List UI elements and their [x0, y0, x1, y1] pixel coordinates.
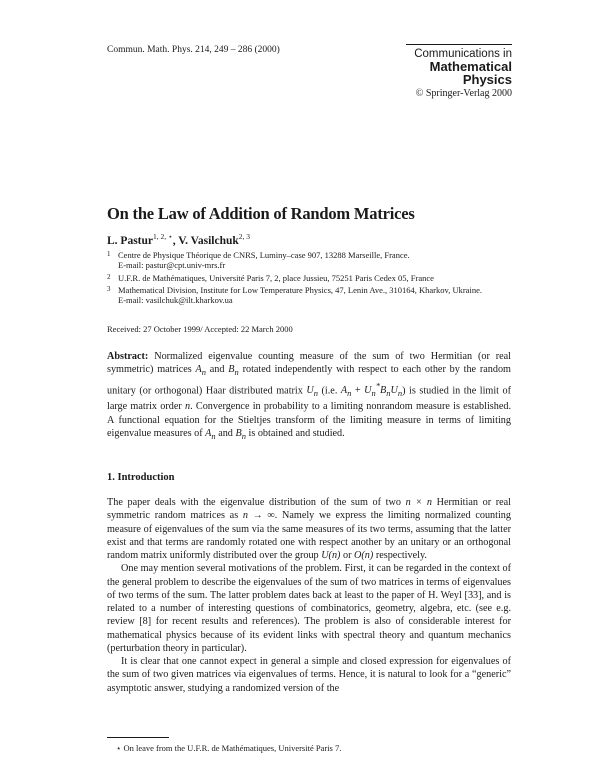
math-a-n: $A_n$: [205, 427, 216, 441]
affiliation-3: [107, 285, 517, 306]
abstract-text: (i.e.: [318, 385, 341, 397]
affiliation-2: [107, 273, 517, 283]
author-1: L. Pastur: [107, 235, 153, 247]
affiliation-1: [107, 250, 517, 271]
affiliation-email: E-mail: vasilchuk@ilt.kharkov.ua: [118, 295, 233, 306]
abstract-label: Abstract:: [107, 351, 149, 362]
footnote-mark: ⋆: [116, 743, 122, 753]
paper-title: On the Law of Addition of Random Matrices: [107, 204, 415, 223]
abstract-text: rotated independently with respect to each other by the random unitary (or orthogonal) Haar distributed matrix: [107, 364, 511, 397]
affiliation-line: Centre de Physique Théorique de CNRS, Luminy–case 907, 13288 Marseille, France.: [118, 250, 410, 260]
brand-line-2: Mathematical: [429, 59, 512, 74]
brand-line-1: Communications in: [414, 48, 512, 60]
math-b-n: $B_n$: [235, 427, 246, 441]
math-n-to-infinity: n → ∞: [242, 510, 275, 522]
author-1-marks: 1, 2, ⋆: [153, 232, 173, 241]
abstract-text: . Convergence in probability to a limiting nonrandom measure is established. A functional equation for the Stieltjes transform of the limiting measure in terms of limiting eigenvalue measures of: [107, 401, 511, 439]
abstract: [107, 350, 511, 443]
author-separator: ,: [172, 235, 179, 247]
affiliation-line: U.F.R. de Mathématiques, Université Paris 7, 2, place Jussieu, 75251 Paris Cedex 05, France: [118, 272, 434, 283]
math-orthogonal-group: O(n): [354, 550, 374, 561]
abstract-text: ) is studied in the limit of large matrix order: [107, 385, 511, 413]
math-unitary-group: U(n): [321, 550, 341, 561]
abstract-text: is obtained and studied.: [245, 427, 345, 439]
math-n: n: [185, 401, 191, 413]
affiliations: [107, 250, 517, 307]
body-paragraph-3: It is clear that one cannot expect in general a simple and closed expression for eigenvalues of the sum of two given matrices via eigenvalues of terms. Hence, it is natural to look for a “generic” asymptotic answer, studying a randomized version of the: [107, 656, 511, 694]
affiliation-number: 1: [107, 250, 111, 258]
author-2: V. Vasilchuk: [178, 235, 239, 247]
brand-rule: [406, 44, 512, 45]
abstract-text: and: [205, 364, 229, 376]
author-2-marks: 2, 3: [238, 232, 251, 241]
math-b-n: $B_n$: [228, 364, 239, 378]
received-dates: Received: 27 October 1999/ Accepted: 22 March 2000: [107, 324, 293, 334]
footnote-rule: [107, 737, 169, 738]
body-text: [107, 496, 511, 695]
footnote-text: On leave from the U.F.R. de Mathématiques, Université Paris 7.: [121, 743, 342, 753]
affiliation-number: 3: [107, 284, 111, 293]
footnote: [116, 743, 341, 754]
math-sum-expression: $A_n + U_n^*B_nU_n$: [340, 380, 403, 399]
section-heading: 1. Introduction: [107, 472, 175, 483]
journal-brand: [406, 44, 512, 99]
affiliation-number: 2: [107, 272, 111, 281]
abstract-paragraph: [107, 350, 511, 443]
body-paragraph-1: The paper deals with the eigenvalue distribution of the sum of two n × n Hermitian or real symmetric random matrices as n → ∞. Namely we express the limiting normalized counting measure of eigenvalues of the sum via the same measures of its two terms, assuming that the latter exist and that terms are randomly rotated one with respect another by an unitary or an orthogonal random matrix uniformly distributed over the group U(n) or O(n) respectively.: [107, 497, 512, 561]
authors: [107, 232, 250, 247]
math-n-by-n: n × n: [405, 497, 432, 508]
brand-line-3: Physics: [462, 72, 512, 87]
copyright: © Springer-Verlag 2000: [415, 88, 512, 99]
math-u-n: $U_n$: [306, 385, 318, 399]
abstract-text: Normalized eigenvalue counting measure of the sum of two Hermitian (or real symmetric) matrices: [107, 351, 511, 376]
affiliation-line: Mathematical Division, Institute for Low Temperature Physics, 47, Lenin Ave., 310164, Kharkov, Ukraine.: [118, 284, 482, 295]
affiliation-email: E-mail: pastur@cpt.univ-mrs.fr: [118, 260, 226, 271]
abstract-text: and: [215, 427, 236, 439]
math-a-n: $A_n$: [195, 364, 206, 378]
body-paragraph-2: One may mention several motivations of the problem. First, it can be regarded in the context of the general problem to describe the eigenvalues of the sum of two matrices in terms of eigenvalues of two terms of the sum. The latter problem dates back at least to the paper of H. Weyl [33], and is related to a number of interesting questions of combinatorics, geometry, algebra, etc. (see e.g. review [8] for recent results and references). The problem is also of considerable interest for mathematical physics because of its evident links with spectral theory and quantum mechanics (perturbation theory in particular).: [107, 563, 511, 654]
journal-reference: Commun. Math. Phys. 214, 249 – 286 (2000): [107, 45, 280, 55]
